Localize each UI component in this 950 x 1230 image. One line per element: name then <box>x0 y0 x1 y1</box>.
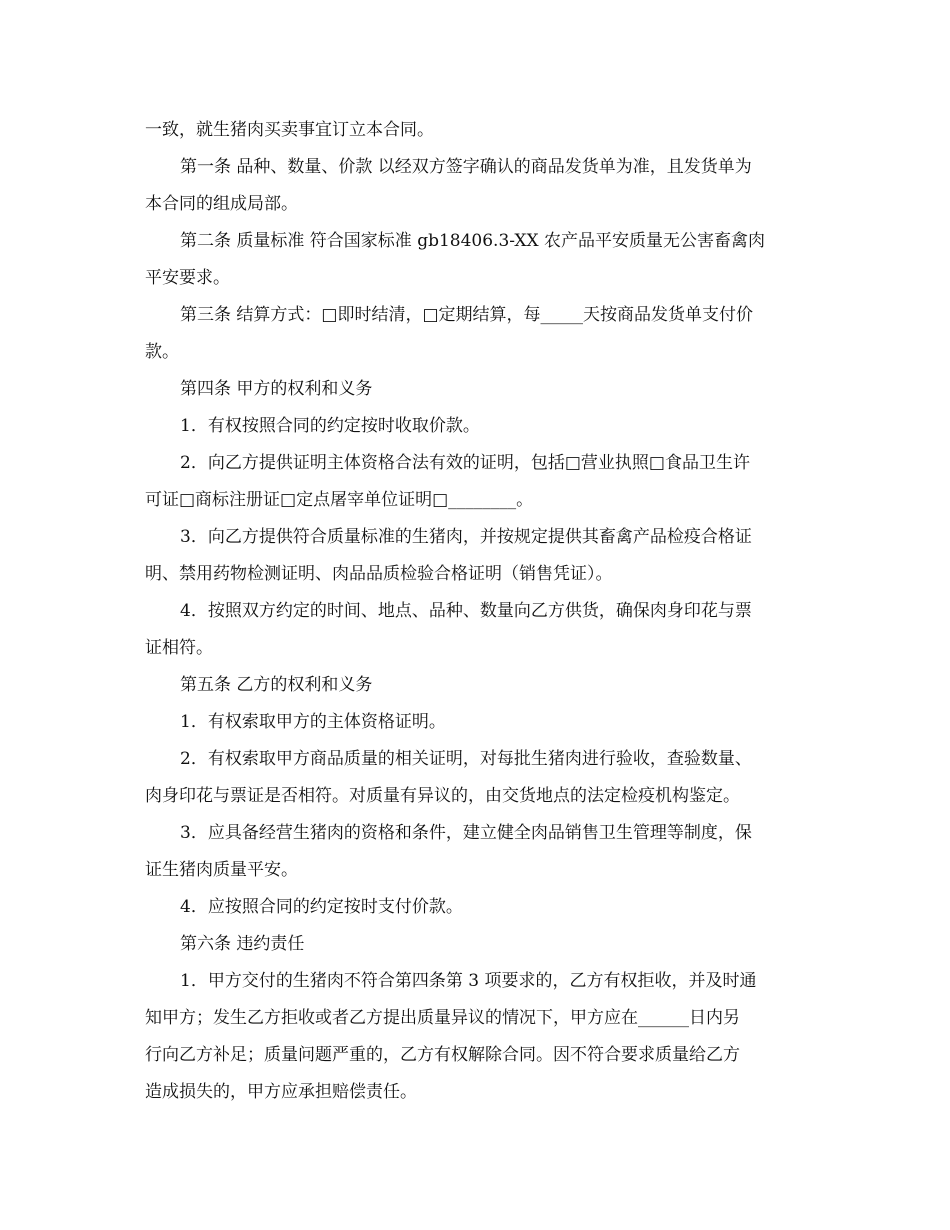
article-6-heading: 第六条 违约责任 <box>180 934 305 954</box>
list-item: 3．向乙方提供符合质量标准的生猪肉，并按规定提供其畜禽产品检疫合格证 <box>180 527 752 547</box>
article-1-heading: 第一条 品种、数量、价款 以经双方签字确认的商品发货单为准，且发货单为 <box>180 157 752 177</box>
text-line: 行向乙方补足；质量问题严重的，乙方有权解除合同。因不符合要求质量给乙方 <box>145 1045 740 1065</box>
article-4-heading: 第四条 甲方的权利和义务 <box>180 379 373 399</box>
text-line: 明、禁用药物检测证明、肉品品质检验合格证明（销售凭证）。 <box>145 564 613 584</box>
article-5-heading: 第五条 乙方的权利和义务 <box>180 675 373 695</box>
text-line: 本合同的组成局部。 <box>145 194 298 214</box>
text-line: 证生猪肉质量平安。 <box>145 860 298 880</box>
article-3-heading: 第三条 结算方式：□即时结清，□定期结算，每_____天按商品发货单支付价 <box>180 305 754 325</box>
list-item: 1．甲方交付的生猪肉不符合第四条第 3 项要求的，乙方有权拒收，并及时通 <box>180 971 757 991</box>
list-item: 4．按照双方约定的时间、地点、品种、数量向乙方供货，确保肉身印花与票 <box>180 601 752 621</box>
list-item: 4．应按照合同的约定按时支付价款。 <box>180 897 463 917</box>
text-line: 知甲方；发生乙方拒收或者乙方提出质量异议的情况下，甲方应在______日内另 <box>145 1008 740 1028</box>
text-line: 可证□商标注册证□定点屠宰单位证明□________。 <box>145 490 534 510</box>
text-line: 款。 <box>145 342 179 362</box>
list-item: 1．有权按照合同的约定按时收取价款。 <box>180 416 480 436</box>
text-line: 一致，就生猪肉买卖事宜订立本合同。 <box>145 120 434 140</box>
list-item: 2．向乙方提供证明主体资格合法有效的证明，包括□营业执照□食品卫生许 <box>180 453 750 473</box>
list-item: 1．有权索取甲方的主体资格证明。 <box>180 712 446 732</box>
text-line: 肉身印花与票证是否相符。对质量有异议的，由交货地点的法定检疫机构鉴定。 <box>145 786 740 806</box>
article-2-heading: 第二条 质量标准 符合国家标准 gb18406.3-XX 农产品平安质量无公害畜禽肉 <box>180 231 766 251</box>
list-item: 3．应具备经营生猪肉的资格和条件，建立健全肉品销售卫生管理等制度，保 <box>180 823 752 843</box>
text-line: 证相符。 <box>145 638 213 658</box>
list-item: 2．有权索取甲方商品质量的相关证明，对每批生猪肉进行验收，查验数量、 <box>180 749 752 769</box>
text-line: 造成损失的，甲方应承担赔偿责任。 <box>145 1082 417 1102</box>
text-line: 平安要求。 <box>145 268 230 288</box>
